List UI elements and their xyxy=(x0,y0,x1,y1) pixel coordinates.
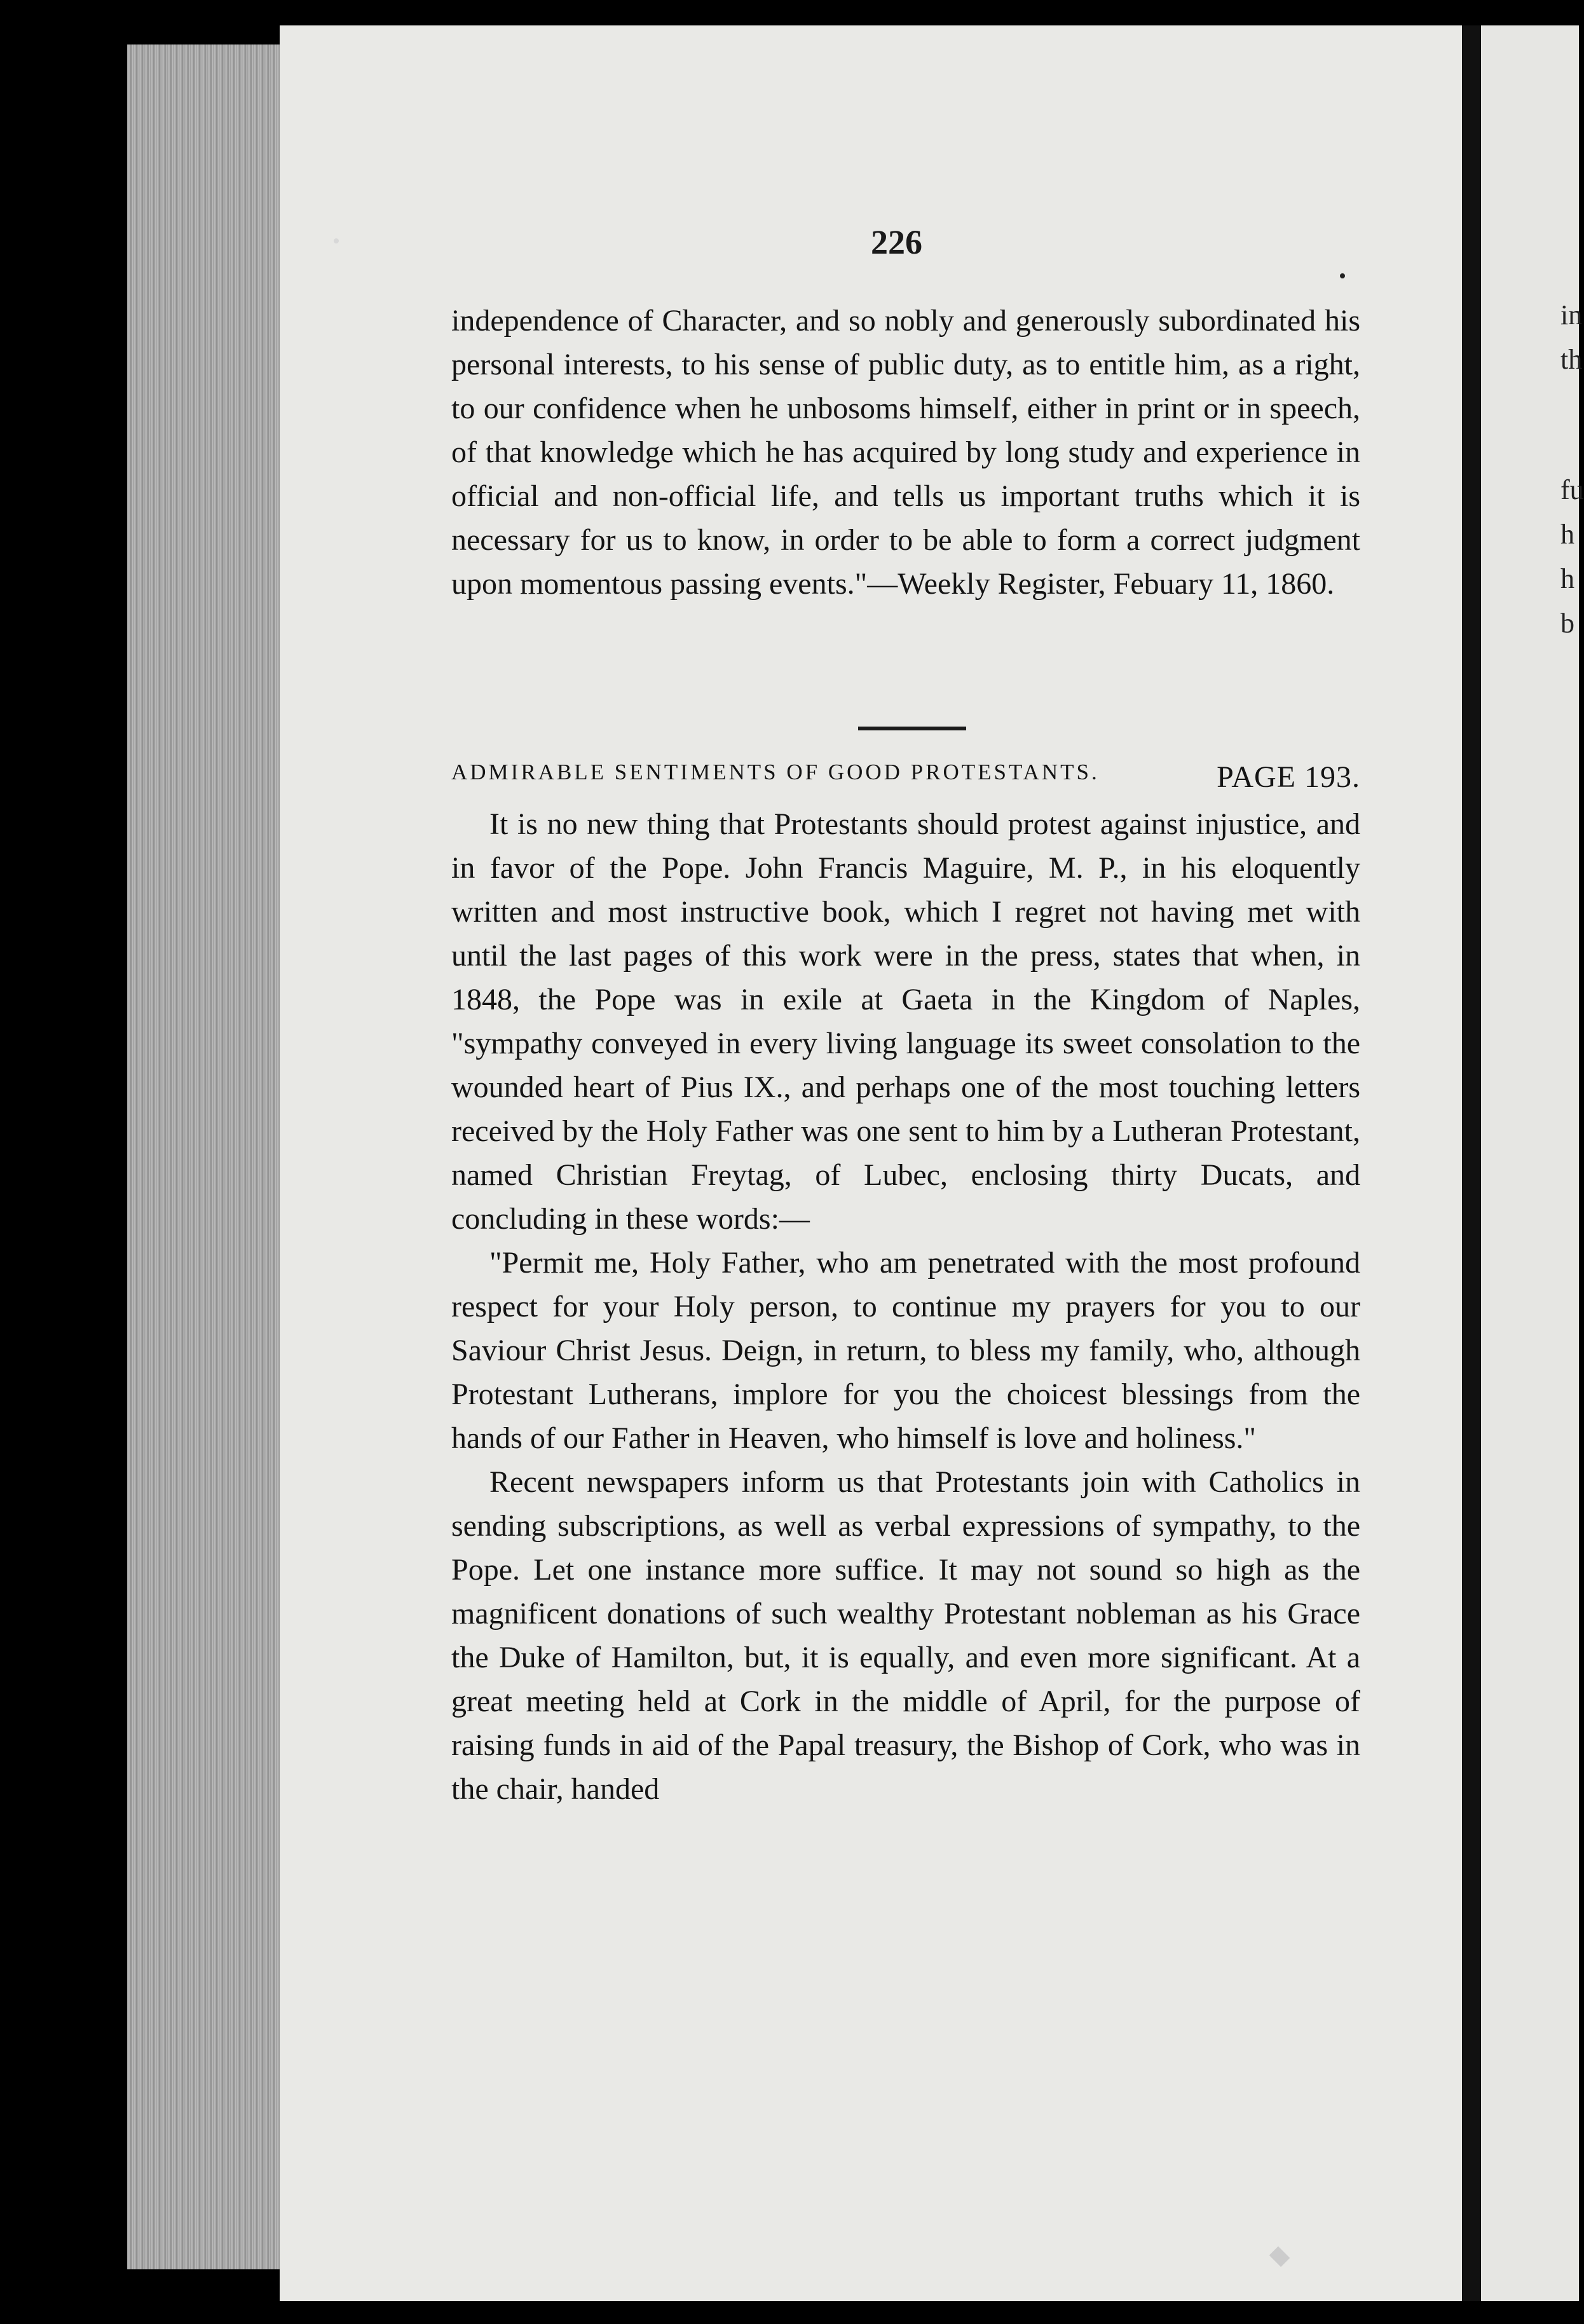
facing-page-fragment: b xyxy=(1560,608,1574,639)
page-number: 226 xyxy=(871,223,922,261)
section-page-reference: PAGE 193. xyxy=(1217,760,1360,794)
paragraph: "Permit me, Holy Father, who am penetrated with the most profound respect for your Holy person, to continue my prayers for you to our Saviour Christ Jesus. Deign, in return, to bless my family, who, although Protestant Lutherans, implore for you the choicest blessings from the hands of our Father in Heaven, who himself is love and holiness." xyxy=(451,1246,1360,1455)
speck xyxy=(334,238,339,243)
facing-page-fragment: th xyxy=(1560,344,1583,375)
quoted-passage: independence of Character, and so nobly and generously subordinated his personal interests, to his sense of public duty, as to entitle him, as a right, to our confidence when he unbosoms himself, either in print or in speech, of that knowledge which he has acquired by long study and experience in official and non-official life, and tells us important truths which it is necessary for us to know, in order to be able to form a correct judgment upon momentous passing events."—Weekly Register, Febuary 11, 1860. xyxy=(451,304,1360,601)
paragraph: It is no new thing that Protestants should protest against injustice, and in favor of the Pope. John Francis Maguire, M. P., in his eloquently written and most instructive book, which I regret not having met with until the last pages of this work were in the press, states that when, in 1848, the Pope was in exile at Gaeta in the Kingdom of Naples, "sympathy conveyed in every living language its sweet consolation to the wounded heart of Pius IX., and perhaps one of the most touching letters received by the Holy Father was one sent to him by a Lutheran Protestant, named Christian Freytag, of Lubec, enclosing thirty Ducats, and concluding in these words:— xyxy=(451,807,1360,1236)
facing-page-fragment: in xyxy=(1560,299,1583,331)
section-separator xyxy=(858,727,966,730)
facing-page-fragment: h xyxy=(1560,519,1574,550)
paragraph: Recent newspapers inform us that Protestants join with Catholics in sending subscriptions, as well as verbal expressions of sympathy, to the Pope. Let one instance more suffice. It may not sound so high as the magnificent donations of such wealthy Protestant nobleman as his Grace the Duke of Hamilton, but, it is equally, and even more significant. At a great meeting held at Cork in the middle of April, for the purpose of raising funds in aid of the Papal treasury, the Bishop of Cork, who was in the chair, handed xyxy=(451,1465,1360,1806)
section-heading xyxy=(451,760,1360,795)
quote-text: independence of Character, and so nobly and generously subordinated his personal interests, to his sense of public duty, as to entitle him, as a right, to our confidence when he unbosoms himself, either in print or in speech, of that knowledge which he has acquired by long study and experience in official and non-official life, and tells us important truths which it is necessary for us to know, in order to be able to form a correct judgment upon momentous passing events."— xyxy=(451,304,1360,601)
gutter-shadow xyxy=(1462,25,1481,2301)
section-title: ADMIRABLE SENTIMENTS OF GOOD PROTESTANTS. xyxy=(451,760,1100,784)
quote-source: Weekly Register xyxy=(898,567,1098,601)
page-edges xyxy=(127,44,280,2269)
speck xyxy=(1340,273,1345,278)
quote-month: Febuary xyxy=(1113,567,1213,601)
facing-page-fragment: h xyxy=(1560,563,1574,594)
facing-page-fragment: fu xyxy=(1560,474,1584,505)
body-text xyxy=(451,802,1360,1811)
quote-date: 11, 1860. xyxy=(1213,567,1335,601)
